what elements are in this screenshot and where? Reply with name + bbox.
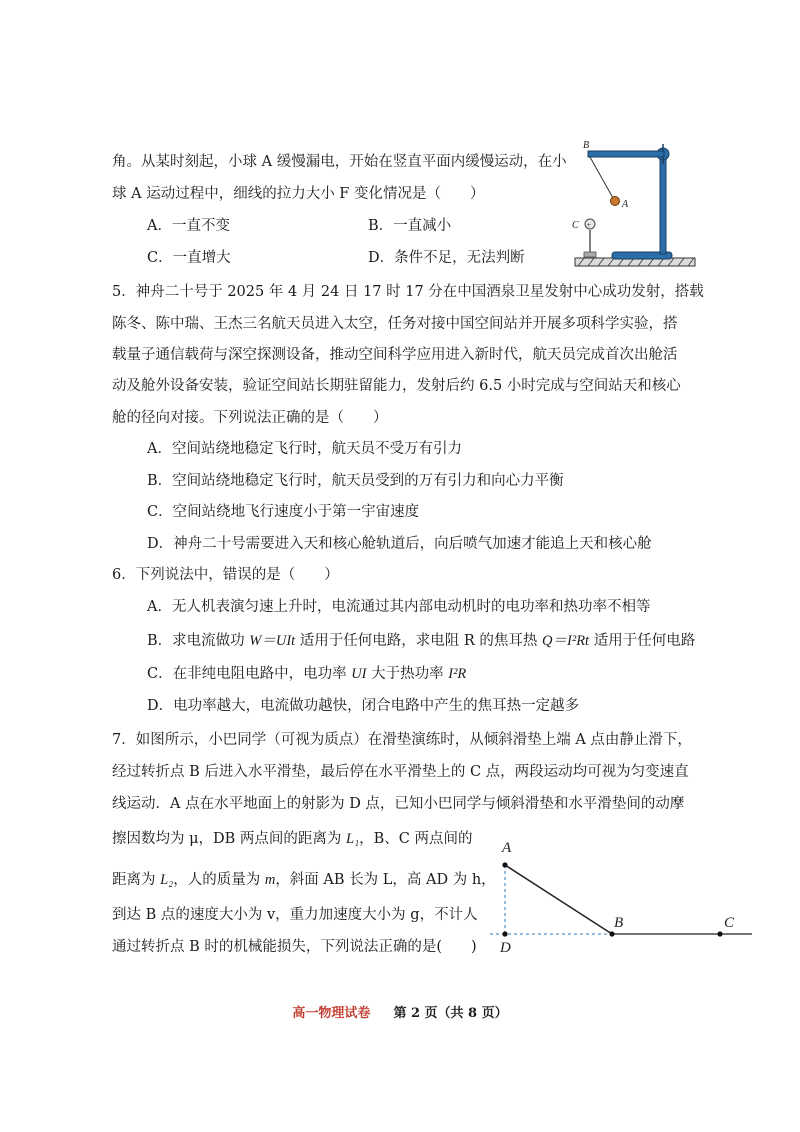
q4-label-b: B <box>583 140 590 151</box>
q4-line-2: 球 A 运动过程中，细线的拉力大小 F 变化情况是（ ） <box>112 186 485 202</box>
q7-line-7: 通过转折点 B 时的机械能损失，下列说法正确的是( ) <box>112 939 477 955</box>
q7-label-b: B <box>614 915 624 931</box>
exam-title: 高一物理试卷 <box>292 1006 371 1021</box>
formula-work: W＝UIt <box>249 633 296 649</box>
q5-line-5: 舱的径向对接。下列说法正确的是（ ） <box>112 410 388 426</box>
q6-stem: 6．下列说法中，错误的是（ ） <box>112 567 339 583</box>
formula-power: UI <box>351 666 367 682</box>
q5-option-b: B．空间站绕地稳定飞行时，航天员受到的万有引力和向心力平衡 <box>147 473 564 489</box>
q7-line-1: 7．如图所示，小巴同学（可视为质点）在滑垫演练时，从倾斜滑垫上端 A 点由静止滑下， <box>112 732 692 748</box>
svg-text:+: + <box>586 220 592 230</box>
formula-heat-power: I²R <box>448 666 467 682</box>
q4-option-b: B．一直减小 <box>368 218 452 234</box>
q6-option-a: A．无人机表演匀速上升时，电流通过其内部电动机时的电功率和热功率不相等 <box>147 599 651 615</box>
q4-option-d: D．条件不足，无法判断 <box>368 250 525 266</box>
q5-line-4: 动及舱外设备安装，验证空间站长期驻留能力，发射后约 6.5 小时完成与空间站天和核心 <box>112 378 681 394</box>
q4-label-c: C <box>572 220 579 231</box>
q4-option-a: A．一直不变 <box>147 218 230 234</box>
q5-line-3: 载量子通信载荷与深空探测设备，推动空间科学应用进入新时代，航天员完成首次出舱活 <box>112 347 678 363</box>
q5-option-a: A．空间站绕地稳定飞行时，航天员不受万有引力 <box>147 441 462 457</box>
q7-line-2: 经过转折点 B 后进入水平滑垫，最后停在水平滑垫上的 C 点，两段运动均可视为匀变速直 <box>112 764 689 780</box>
q6-option-d: D．电功率越大，电流做功越快，闭合电路中产生的焦耳热一定越多 <box>147 698 580 714</box>
q5-option-c: C．空间站绕地飞行速度小于第一宇宙速度 <box>147 504 420 520</box>
q4-label-a: A <box>622 199 629 210</box>
q5-line-2: 陈冬、陈中瑞、王杰三名航天员进入太空，任务对接中国空间站并开展多项科学实验，搭 <box>112 316 678 332</box>
q7-label-d: D <box>500 940 511 956</box>
q7-line-3: 线运动．A 点在水平地面上的射影为 D 点，已知小巴同学与倾斜滑垫和水平滑垫间的动摩 <box>112 796 685 812</box>
q6-option-b: B．求电流做功 W＝UIt 适用于任何电路，求电阻 R 的焦耳热 Q＝I²Rt 适用于任何电路 <box>147 633 696 649</box>
q7-line-5: 距离为 L₂，人的质量为 m，斜面 AB 长为 L，高 AD 为 h， <box>112 872 496 888</box>
q5-option-d: D．神舟二十号需要进入天和核心舱轨道后，向后喷气加速才能追上天和核心舱 <box>147 536 652 552</box>
q6-option-c: C．在非纯电阻电路中，电功率 UI 大于热功率 I²R <box>147 666 467 682</box>
q7-label-a: A <box>502 840 512 856</box>
q7-line-4: 擦因数均为 μ，DB 两点间的距离为 L₁，B、C 两点间的 <box>112 831 473 847</box>
formula-joule-heat: Q＝I²Rt <box>542 633 590 649</box>
q7-figure-incline <box>490 830 760 960</box>
q5-line-1: 5．神舟二十号于 2025 年 4 月 24 日 17 时 17 分在中国酒泉卫星发射中心成功发射，搭载 <box>112 284 704 300</box>
q4-option-c: C．一直增大 <box>147 250 231 266</box>
page-number: 第 2 页（共 8 页） <box>393 1006 508 1021</box>
q4-line-1: 角。从某时刻起，小球 A 缓慢漏电，开始在竖直平面内缓慢运动，在小 <box>112 154 567 170</box>
q7-label-c: C <box>724 915 735 931</box>
q4-figure-stand <box>570 140 700 272</box>
q7-line-6: 到达 B 点的速度大小为 v，重力加速度大小为 g，不计人 <box>112 907 478 923</box>
page-footer <box>0 1002 800 1021</box>
